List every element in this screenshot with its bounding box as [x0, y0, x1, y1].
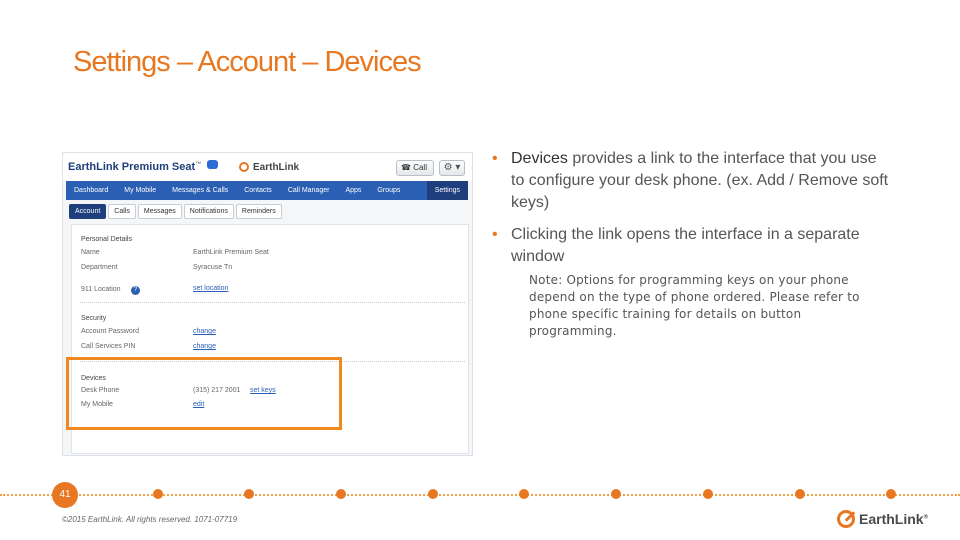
portal-brand	[68, 161, 201, 173]
personal-details-heading: Personal Details	[81, 236, 132, 243]
nav-dashboard[interactable]: Dashboard	[74, 187, 109, 194]
bullet-term: Devices	[511, 150, 568, 167]
my-mobile-label: My Mobile	[81, 401, 113, 408]
call-button[interactable]	[396, 160, 434, 176]
timeline-dot	[886, 489, 896, 499]
portal-brand-text: EarthLink Premium Seat	[68, 161, 196, 173]
timeline-dot	[703, 489, 713, 499]
footer-logo	[859, 511, 928, 527]
bullet-icon: •	[492, 226, 498, 243]
nav-contacts[interactable]: Contacts	[244, 187, 272, 194]
help-icon[interactable]: ?	[131, 286, 140, 295]
change-password-link[interactable]: change	[193, 328, 216, 335]
location-label: 911 Location	[81, 286, 121, 293]
portal-brand-sup: ™	[195, 161, 202, 168]
bullet-icon: •	[492, 150, 498, 167]
set-keys-link[interactable]: set keys	[250, 387, 276, 394]
department-value: Syracuse Tn	[193, 264, 233, 271]
nav-call-manager[interactable]: Call Manager	[287, 187, 330, 194]
timeline-dot	[428, 489, 438, 499]
page-number: 41	[52, 482, 78, 508]
call-button-label: Call	[413, 163, 427, 172]
timeline-dot	[519, 489, 529, 499]
nav-settings[interactable]: Settings	[427, 181, 468, 200]
bullet-text: Clicking the link opens the interface in a separate window	[511, 226, 860, 265]
timeline-dot	[244, 489, 254, 499]
earthlink-logo-icon	[239, 162, 249, 172]
bullet-item	[490, 224, 890, 268]
tab-messages[interactable]: Messages	[138, 204, 182, 219]
devices-heading: Devices	[81, 375, 106, 382]
footer-timeline	[0, 494, 960, 496]
security-heading: Security	[81, 315, 107, 322]
portal-header	[63, 153, 473, 181]
call-services-pin-label: Call Services PIN	[81, 343, 136, 350]
divider	[80, 302, 465, 303]
desk-phone-value: (315) 217 2001	[193, 387, 241, 394]
desk-phone-label: Desk Phone	[81, 387, 120, 394]
programming-note: Note: Options for programming keys on your phone depend on the type of phone ordered. Please refer to phone specific training for details on button programming.	[529, 273, 860, 338]
chat-icon[interactable]	[207, 160, 218, 169]
tab-calls[interactable]: Calls	[108, 204, 136, 219]
footer-logo-mark: ®	[923, 514, 928, 521]
earthlink-logo-icon	[837, 510, 855, 528]
tab-reminders[interactable]: Reminders	[236, 204, 282, 219]
tab-notifications[interactable]: Notifications	[184, 204, 234, 219]
name-label: Name	[81, 249, 100, 256]
change-pin-link[interactable]: change	[193, 343, 216, 350]
portal-logo-text: EarthLink	[253, 162, 300, 173]
slide-title: Settings – Account – Devices	[73, 46, 421, 78]
phone-icon: ☎	[401, 163, 414, 172]
account-password-label: Account Password	[81, 328, 139, 335]
department-label: Department	[81, 264, 118, 271]
gear-icon[interactable]: ⚙ ▾	[439, 160, 465, 176]
bullet-item	[490, 148, 890, 214]
copyright-text: ©2015 EarthLink. All rights reserved. 1071-07719	[62, 515, 238, 524]
tab-account[interactable]: Account	[69, 204, 106, 219]
timeline-dot	[336, 489, 346, 499]
bullet-list	[490, 148, 890, 268]
footer-logo-text: EarthLink	[859, 511, 924, 527]
nav-groups[interactable]: Groups	[377, 187, 401, 194]
edit-mobile-link[interactable]: edit	[193, 401, 205, 408]
bullet-text: provides a link to the interface that you use to configure your desk phone. (ex. Add / Remove soft keys)	[511, 150, 889, 211]
timeline-dot	[795, 489, 805, 499]
timeline-dot	[153, 489, 163, 499]
timeline-dot	[611, 489, 621, 499]
devices-highlight-box	[66, 357, 342, 430]
nav-messages-calls[interactable]: Messages & Calls	[172, 187, 229, 194]
name-value: EarthLink Premium Seat	[193, 249, 269, 256]
nav-apps[interactable]: Apps	[345, 187, 362, 194]
portal-nav	[66, 181, 468, 200]
nav-my-mobile[interactable]: My Mobile	[124, 187, 157, 194]
set-location-link[interactable]: set location	[193, 285, 229, 292]
settings-subtabs	[69, 204, 282, 219]
